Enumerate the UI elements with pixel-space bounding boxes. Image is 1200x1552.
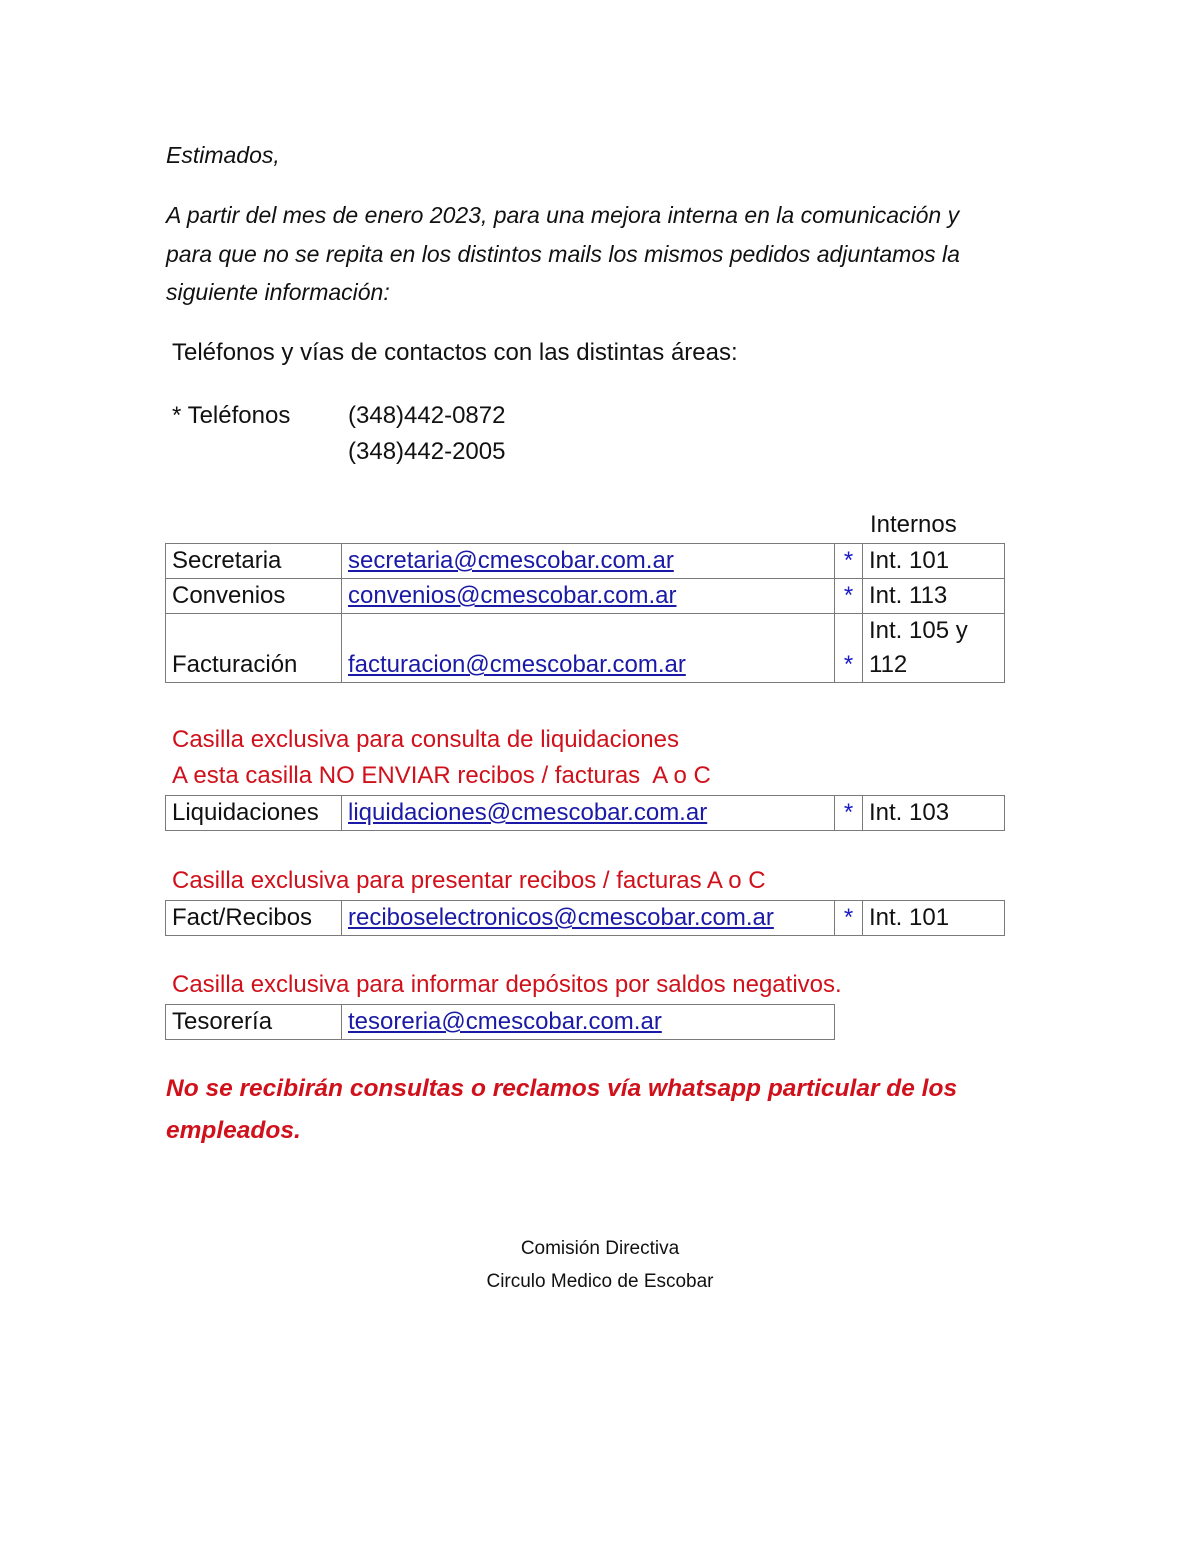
liquidaciones-table: [165, 795, 1005, 831]
interno-cell: Int. 103: [863, 796, 1005, 831]
internos-header: Internos: [870, 511, 957, 538]
email-link[interactable]: liquidaciones@cmescobar.com.ar: [348, 799, 708, 826]
recibos-note: Casilla exclusiva para presentar recibos / facturas A o C: [172, 867, 766, 894]
contacts-heading: Teléfonos y vías de contactos con las distintas áreas:: [172, 339, 738, 366]
whatsapp-warning: [166, 1068, 957, 1152]
signature: [400, 1232, 800, 1298]
area-cell: Secretaria: [166, 544, 342, 579]
intro-paragraph: [166, 196, 960, 312]
email-link[interactable]: facturacion@cmescobar.com.ar: [348, 651, 686, 678]
table-row: [166, 796, 1005, 831]
liquidaciones-note: Casilla exclusiva para consulta de liquidaciones: [172, 726, 679, 753]
phones-label: * Teléfonos: [172, 402, 291, 429]
greeting: Estimados,: [166, 142, 280, 168]
interno-line: Int. 105 y: [869, 617, 968, 644]
email-cell: [342, 796, 835, 831]
tesoreria-note: Casilla exclusiva para informar depósitos por saldos negativos.: [172, 971, 842, 998]
table-row: [166, 544, 1005, 579]
intro-line: A partir del mes de enero 2023, para una mejora interna en la comunicación y: [166, 202, 960, 228]
interno-cell: [863, 614, 1005, 683]
email-cell: [342, 1005, 835, 1040]
contacts-table: [165, 543, 1005, 683]
intro-line: para que no se repita en los distintos mails los mismos pedidos adjuntamos la: [166, 240, 960, 267]
interno-cell: Int. 101: [863, 544, 1005, 579]
interno-cell: Int. 113: [863, 579, 1005, 614]
email-link[interactable]: secretaria@cmescobar.com.ar: [348, 547, 674, 574]
email-cell: [342, 901, 835, 936]
warning-line: No se recibirán consultas o reclamos vía whatsapp particular de los: [166, 1075, 958, 1102]
signature-line: Circulo Medico de Escobar: [486, 1271, 714, 1292]
email-cell: [342, 579, 835, 614]
phone-number: (348)442-0872: [348, 402, 506, 429]
asterisk: *: [835, 901, 863, 936]
email-cell: [342, 544, 835, 579]
area-cell: Liquidaciones: [166, 796, 342, 831]
area-cell: Convenios: [166, 579, 342, 614]
email-cell: [342, 614, 835, 683]
table-row: [166, 614, 1005, 683]
email-link[interactable]: convenios@cmescobar.com.ar: [348, 582, 677, 609]
asterisk: *: [835, 579, 863, 614]
recibos-table: [165, 900, 1005, 936]
area-cell: Tesorería: [166, 1005, 342, 1040]
area-cell: Facturación: [166, 614, 342, 683]
intro-line: siguiente información:: [166, 279, 390, 305]
email-link[interactable]: reciboselectronicos@cmescobar.com.ar: [348, 904, 774, 931]
table-row: [166, 901, 1005, 936]
warning-line: empleados.: [166, 1117, 301, 1144]
table-row: [166, 1005, 835, 1040]
area-cell: Fact/Recibos: [166, 901, 342, 936]
table-row: [166, 579, 1005, 614]
email-link[interactable]: tesoreria@cmescobar.com.ar: [348, 1008, 662, 1035]
asterisk: *: [835, 544, 863, 579]
interno-line: 112: [869, 651, 908, 678]
asterisk: *: [835, 796, 863, 831]
asterisk: *: [835, 614, 863, 683]
signature-line: Comisión Directiva: [520, 1238, 680, 1259]
phone-number: (348)442-2005: [348, 438, 506, 465]
liquidaciones-note: A esta casilla NO ENVIAR recibos / facturas A o C: [172, 762, 711, 789]
tesoreria-table: [165, 1004, 835, 1040]
interno-cell: Int. 101: [863, 901, 1005, 936]
